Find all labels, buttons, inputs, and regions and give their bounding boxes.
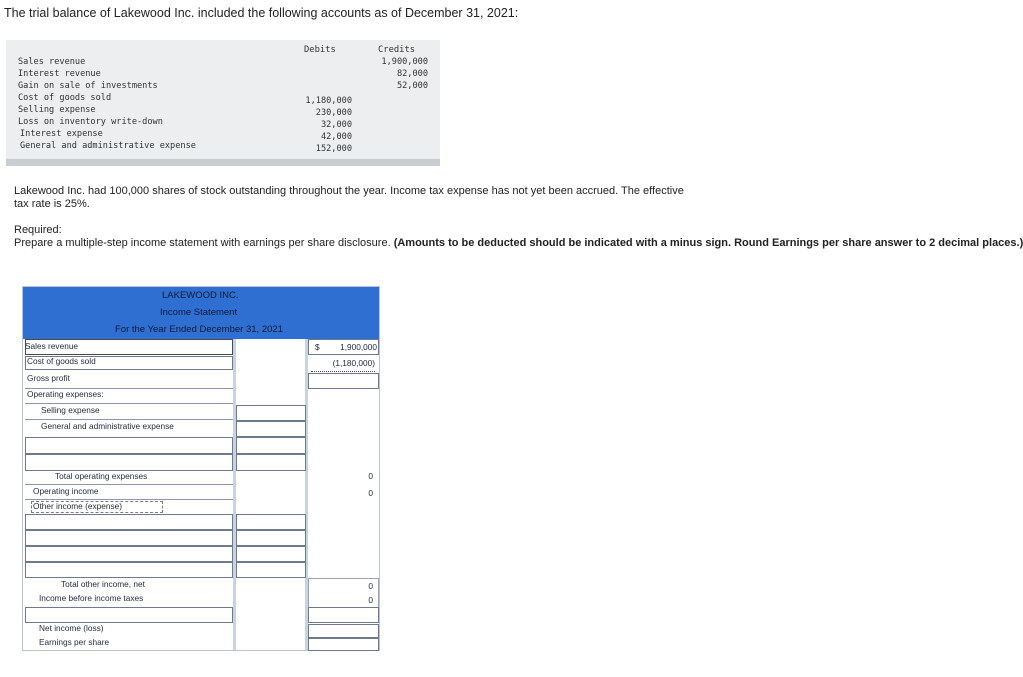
label-other-income: Other income (expense) xyxy=(33,501,123,511)
operating-expense-amount-field[interactable] xyxy=(236,454,306,471)
operating-expense-amount-field[interactable] xyxy=(236,437,306,454)
currency-symbol: $ xyxy=(315,342,320,352)
label-net-income: Net income (loss) xyxy=(39,623,104,633)
label-operating-expenses: Operating expenses: xyxy=(27,389,104,399)
required-instruction: Prepare a multiple-step income statement with earnings per share disclosure. xyxy=(14,237,391,249)
debits-header: Debits xyxy=(304,45,336,55)
tb-account: General and administrative expense xyxy=(20,141,196,151)
net-income-amount-field[interactable] xyxy=(308,624,379,638)
problem-paragraph: Lakewood Inc. had 100,000 shares of stock outstanding throughout the year. Income tax expense has not yet been accrued. The effective tax rate is 25%. xyxy=(14,185,684,210)
ga-expense-amount-field[interactable] xyxy=(236,421,306,437)
other-income-label-outline xyxy=(31,501,163,513)
sales-revenue-amount-field[interactable] xyxy=(308,339,379,355)
statement-header xyxy=(23,287,379,339)
tb-debit: 1,180,000 xyxy=(305,96,352,106)
intro-text: The trial balance of Lakewood Inc. included the following accounts as of December 31, 2021: xyxy=(4,6,519,20)
sales-revenue-amount: 1,900,000 xyxy=(340,342,377,352)
tb-account: Selling expense xyxy=(18,105,96,115)
tb-account: Sales revenue xyxy=(18,57,86,67)
other-income-label-field[interactable] xyxy=(25,546,233,562)
label-operating-income: Operating income xyxy=(33,486,99,496)
cogs-label-field[interactable] xyxy=(25,356,233,370)
tb-account: Loss on inventory write-down xyxy=(18,117,163,127)
tb-debit: 230,000 xyxy=(315,108,352,118)
total-other-amount: 0 xyxy=(368,581,373,591)
gross-profit-amount-field[interactable] xyxy=(308,373,379,389)
totals-amount-outline xyxy=(308,578,379,608)
cogs-amount: (1,180,000) xyxy=(332,358,375,368)
label-cogs: Cost of goods sold xyxy=(27,356,96,366)
income-statement-worksheet xyxy=(22,286,380,651)
required-note: (Amounts to be deducted should be indicated with a minus sign. Round Earnings per share answer to 2 decimal places.) xyxy=(393,237,1023,249)
eps-amount-field[interactable] xyxy=(308,638,379,651)
other-income-label-field[interactable] xyxy=(25,514,233,530)
trial-balance-footer-bar xyxy=(6,159,440,166)
statement-period: For the Year Ended December 31, 2021 xyxy=(115,324,283,335)
label-eps: Earnings per share xyxy=(39,637,110,647)
tb-debit: 152,000 xyxy=(315,144,352,154)
tb-credit: 1,900,000 xyxy=(381,57,428,67)
other-income-amount-field[interactable] xyxy=(236,514,306,530)
tb-credit: 82,000 xyxy=(396,69,428,79)
trial-balance xyxy=(6,40,440,166)
subtotal-underline xyxy=(311,371,375,372)
statement-title: Income Statement xyxy=(160,307,238,318)
label-selling-expense: Selling expense xyxy=(41,405,100,415)
total-operating-amount: 0 xyxy=(368,471,373,481)
other-income-amount-field[interactable] xyxy=(236,562,306,578)
label-gross-profit: Gross profit xyxy=(27,373,70,383)
label-total-other: Total other income, net xyxy=(61,579,145,589)
selling-expense-amount-field[interactable] xyxy=(236,405,306,421)
required-text xyxy=(14,237,1023,250)
label-ga-expense: General and administrative expense xyxy=(41,421,174,431)
other-income-label-field[interactable] xyxy=(25,530,233,546)
other-income-amount-field[interactable] xyxy=(236,530,306,546)
other-income-label-field[interactable] xyxy=(25,562,233,578)
company-name: LAKEWOOD INC. xyxy=(162,290,239,301)
tb-debit: 42,000 xyxy=(320,132,352,142)
tb-account: Interest revenue xyxy=(18,69,101,79)
sales-revenue-label-field[interactable] xyxy=(25,339,233,355)
label-income-before-tax: Income before income taxes xyxy=(39,593,144,603)
other-income-amount-field[interactable] xyxy=(236,546,306,562)
label-total-operating: Total operating expenses xyxy=(55,471,148,481)
required-title: Required: xyxy=(14,224,62,236)
tb-account: Cost of goods sold xyxy=(18,93,112,103)
income-tax-amount-field[interactable] xyxy=(308,607,379,623)
income-before-tax-amount: 0 xyxy=(368,595,373,605)
operating-income-amount: 0 xyxy=(368,488,373,498)
operating-expense-label-field[interactable] xyxy=(25,437,233,454)
tb-account: Gain on sale of investments xyxy=(18,81,158,91)
tb-account: Interest expense xyxy=(20,129,103,139)
tb-debit: 32,000 xyxy=(320,120,352,130)
column-divider xyxy=(233,339,236,650)
label-sales-revenue: Sales revenue xyxy=(25,341,79,351)
tb-credit: 52,000 xyxy=(396,81,428,91)
credits-header: Credits xyxy=(378,45,416,55)
